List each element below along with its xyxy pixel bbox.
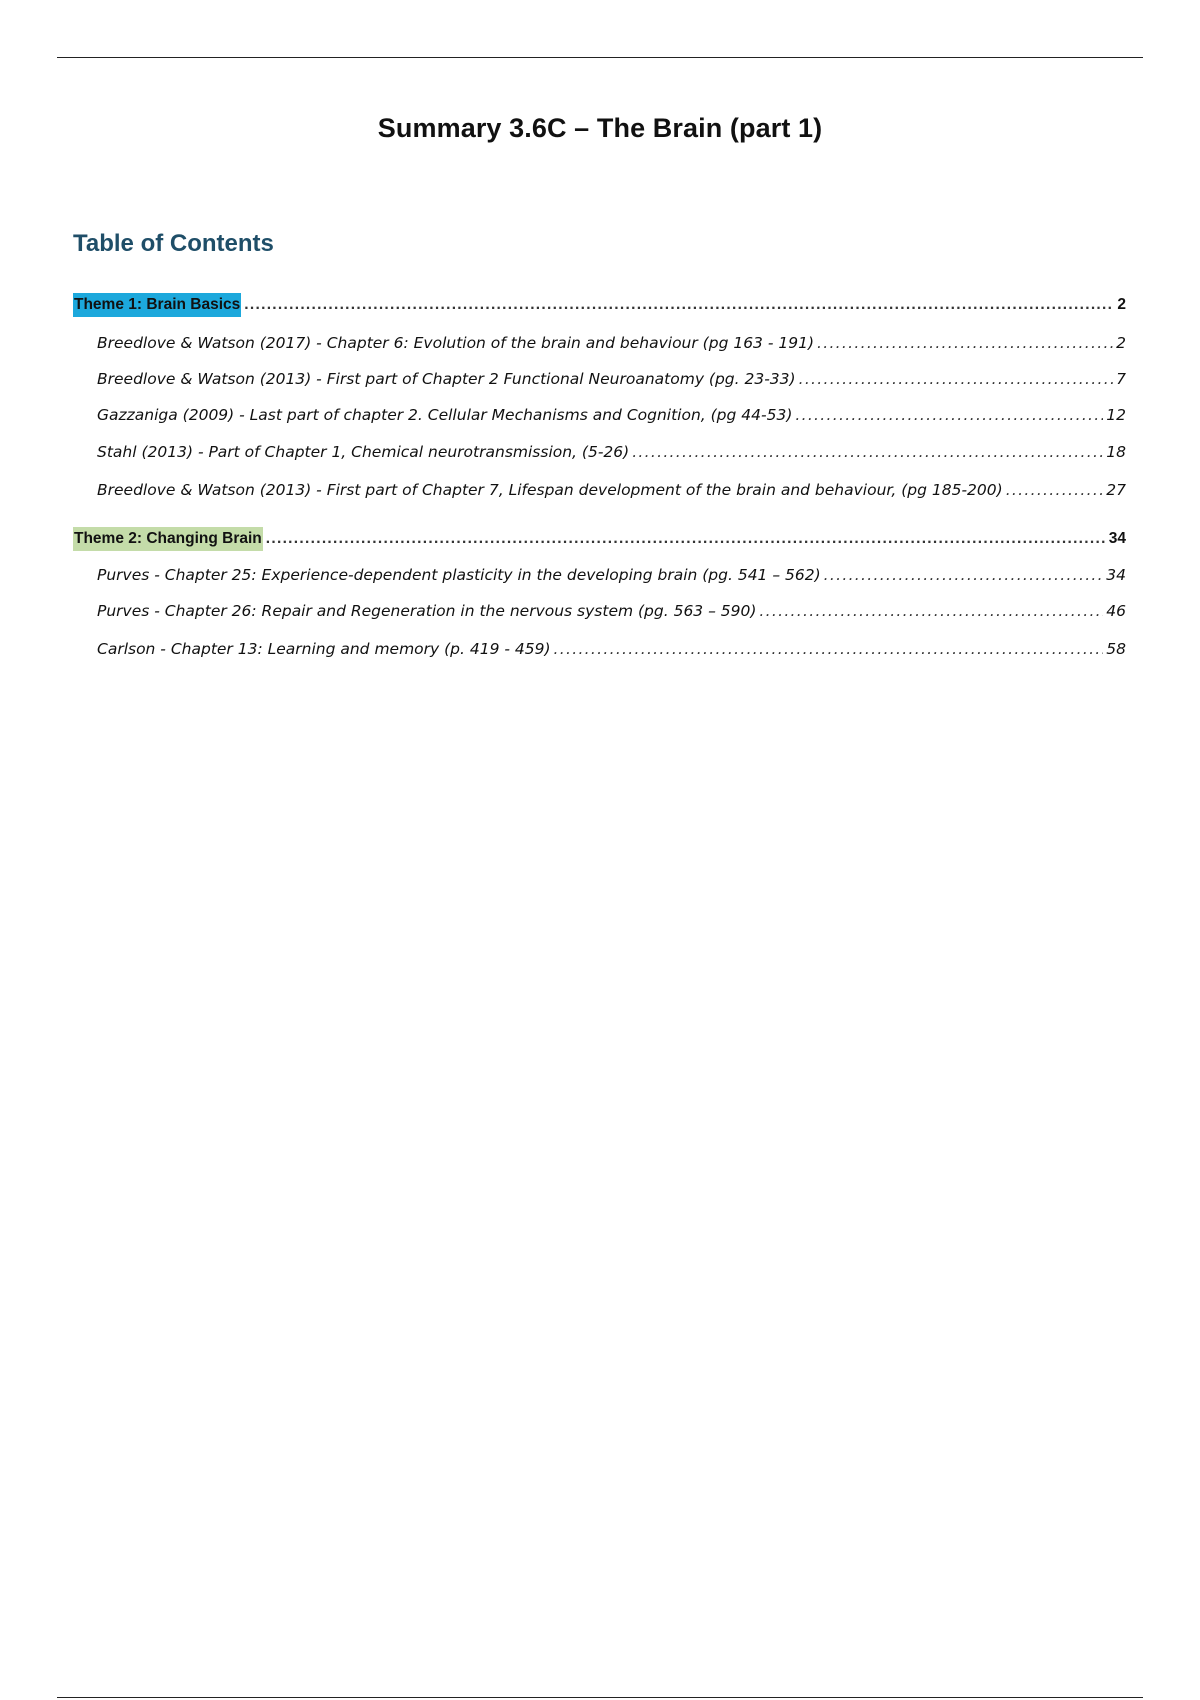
toc-page-number: 34: [1108, 530, 1126, 547]
toc-page-number: 12: [1106, 406, 1126, 424]
dot-leader: [824, 562, 1104, 588]
toc-entry-label: Breedlove & Watson (2013) - First part of Chapter 2 Functional Neuroanatomy (pg. 23-33): [97, 370, 796, 388]
toc-heading: Table of Contents: [73, 230, 274, 257]
toc-entry[interactable]: [97, 598, 1126, 624]
dot-leader: [799, 366, 1114, 392]
dot-leader: [817, 330, 1113, 356]
toc-entry[interactable]: [97, 636, 1126, 662]
toc-theme-2[interactable]: [73, 526, 1126, 552]
dot-leader: [795, 402, 1103, 428]
header-rule: [57, 57, 1143, 58]
toc-page-number: 18: [1106, 443, 1126, 461]
toc-entry-label: Stahl (2013) - Part of Chapter 1, Chemical neurotransmission, (5-26): [97, 443, 630, 461]
toc-page-number: 27: [1106, 481, 1126, 499]
toc-theme-2-label: Theme 2: Changing Brain: [73, 527, 263, 551]
dot-leader: [759, 598, 1103, 624]
toc-entry-label: Gazzaniga (2009) - Last part of chapter 2. Cellular Mechanisms and Cognition, (pg 44-53): [97, 406, 793, 424]
toc-entry[interactable]: [97, 402, 1126, 428]
dot-leader: [244, 292, 1114, 318]
toc-page-number: 46: [1106, 602, 1126, 620]
dot-leader: [1006, 477, 1104, 503]
footer-rule: [57, 1697, 1143, 1698]
toc-page-number: 2: [1117, 296, 1126, 313]
toc-entry[interactable]: [97, 439, 1126, 465]
toc-entry[interactable]: [97, 477, 1126, 503]
toc-entry-label: Breedlove & Watson (2017) - Chapter 6: Evolution of the brain and behaviour (pg 163 - 191): [97, 334, 814, 352]
toc-page-number: 34: [1106, 566, 1126, 584]
dot-leader: [632, 439, 1103, 465]
toc-entry-label: Purves - Chapter 25: Experience-dependent plasticity in the developing brain (pg. 541 – 562): [97, 566, 821, 584]
document-title: Summary 3.6C – The Brain (part 1): [377, 113, 823, 143]
toc-theme-1-label: Theme 1: Brain Basics: [73, 293, 241, 317]
toc-entry[interactable]: [97, 330, 1126, 356]
toc-entry-label: Breedlove & Watson (2013) - First part of Chapter 7, Lifespan development of the brain and behaviour, (pg 185-200): [97, 481, 1003, 499]
toc-page-number: 7: [1116, 370, 1126, 388]
dot-leader: [266, 526, 1106, 552]
toc-page-number: 58: [1106, 640, 1126, 658]
toc-entry[interactable]: [97, 366, 1126, 392]
toc-page-number: 2: [1116, 334, 1126, 352]
dot-leader: [554, 636, 1104, 662]
toc-theme-1[interactable]: [73, 292, 1126, 318]
toc-entry[interactable]: [97, 562, 1126, 588]
toc-entry-label: Carlson - Chapter 13: Learning and memory (p. 419 - 459): [97, 640, 551, 658]
toc-entry-label: Purves - Chapter 26: Repair and Regeneration in the nervous system (pg. 563 – 590): [97, 602, 757, 620]
